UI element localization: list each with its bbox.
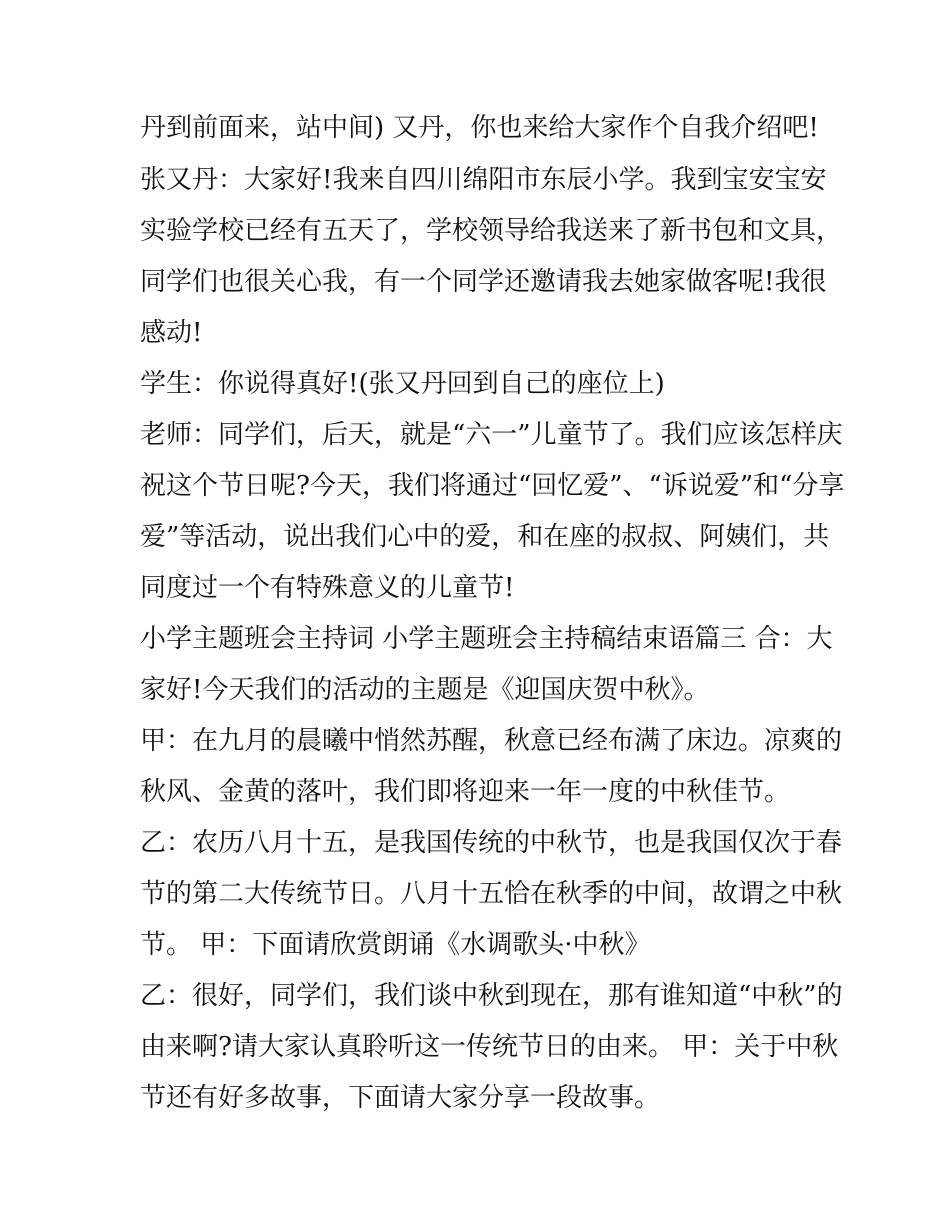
text-line: 学生：你说得真好!(张又丹回到自己的座位上) [140,369,665,399]
text-line: 同学们也很关心我，有一个同学还邀请我去她家做客呢!我很 [140,267,827,297]
text-line: 老师：同学们，后天，就是“六一”儿童节了。我们应该怎样庆 [140,420,843,450]
text-line: 乙：农历八月十五，是我国传统的中秋节，也是我国仅次于春 [140,828,843,858]
text-line: 家好!今天我们的活动的主题是《迎国庆贺中秋》。 [140,675,710,705]
text-line: 节的第二大传统节日。八月十五恰在秋季的中间，故谓之中秋 [140,879,843,909]
text-line: 爱”等活动，说出我们心中的爱，和在座的叔叔、阿姨们，共 [140,522,830,552]
text-line: 小学主题班会主持词 小学主题班会主持稿结束语篇三 合：大 [140,624,833,654]
text-line: 乙：很好，同学们，我们谈中秋到现在，那有谁知道“中秋”的 [140,981,843,1011]
text-line: 实验学校已经有五天了，学校领导给我送来了新书包和文具， [140,216,843,246]
text-line: 节。 甲：下面请欣赏朗诵《水调歌头·中秋》 [140,930,651,960]
text-line: 由来啊?请大家认真聆听这一传统节日的由来。 甲：关于中秋 [140,1032,839,1062]
text-line: 祝这个节日呢?今天，我们将通过“回忆爱”、“诉说爱”和“分享 [140,471,845,501]
text-line: 感动! [140,318,203,348]
text-line: 张又丹：大家好!我来自四川绵阳市东辰小学。我到宝安宝安 [140,165,827,195]
text-line: 秋风、金黄的落叶，我们即将迎来一年一度的中秋佳节。 [140,777,791,807]
text-line: 同度过一个有特殊意义的儿童节! [140,573,515,603]
text-line: 甲：在九月的晨曦中悄然苏醒，秋意已经布满了床边。凉爽的 [140,726,843,756]
text-line: 节还有好多故事，下面请大家分享一段故事。 [140,1083,661,1113]
text-line: 丹到前面来，站中间) 又丹，你也来给大家作个自我介绍吧! [140,113,819,143]
